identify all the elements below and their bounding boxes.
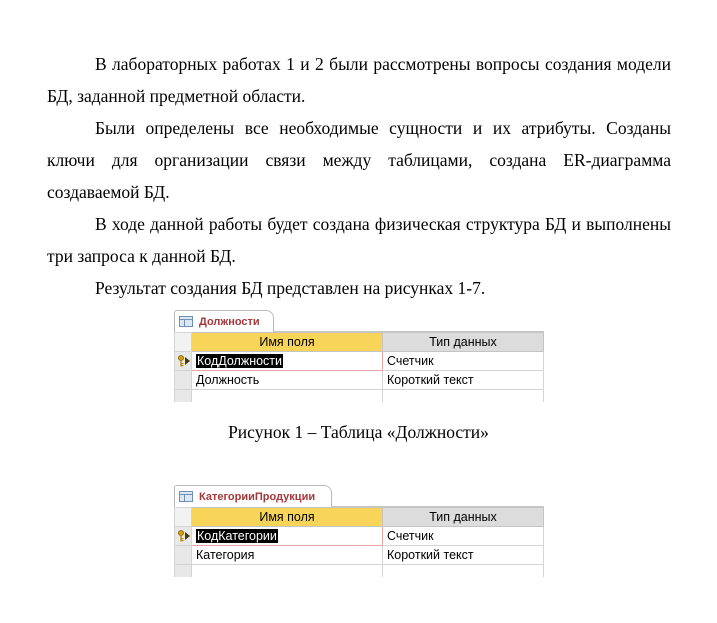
key-icon bbox=[177, 355, 185, 367]
current-row-arrow-icon bbox=[185, 532, 190, 540]
field-name-cell[interactable] bbox=[192, 390, 383, 402]
table-design-view-1 bbox=[174, 310, 544, 402]
table-icon bbox=[179, 491, 193, 502]
row-selector-primary-key[interactable] bbox=[175, 527, 192, 546]
paragraph-1: В лабораторных работах 1 и 2 были рассмотрены вопросы создания модели БД, заданной предметной области. bbox=[47, 54, 671, 106]
column-header-field-name[interactable]: Имя поля bbox=[192, 333, 383, 352]
row-selector[interactable] bbox=[175, 565, 192, 577]
key-icon bbox=[177, 530, 185, 542]
field-grid bbox=[174, 332, 544, 402]
row-selector[interactable] bbox=[175, 390, 192, 402]
field-name-cell[interactable]: Должность bbox=[192, 371, 383, 390]
field-name-cell[interactable]: Категория bbox=[192, 546, 383, 565]
tab-title: Должности bbox=[199, 315, 260, 328]
paragraph-3: В ходе данной работы будет создана физическая структура БД и выполнены три запроса к данной БД. bbox=[47, 214, 671, 266]
selected-field-name: КодДолжности bbox=[197, 354, 283, 368]
column-header-data-type[interactable]: Тип данных bbox=[383, 508, 544, 527]
paragraph-2: Были определены все необходимые сущности и их атрибуты. Созданы ключи для организации связи между таблицами, создана ER-диаграмма создаваемой БД. bbox=[47, 118, 671, 202]
data-type-cell[interactable] bbox=[383, 390, 544, 402]
header-row bbox=[175, 508, 544, 527]
figure-caption: Рисунок 1 – Таблица «Должности» bbox=[228, 422, 489, 442]
tab-title: КатегорииПродукции bbox=[199, 490, 316, 503]
header-row bbox=[175, 333, 544, 352]
table-design-view-2 bbox=[174, 485, 544, 577]
data-type-cell[interactable]: Счетчик bbox=[383, 352, 544, 371]
corner-cell[interactable] bbox=[175, 333, 192, 352]
table-row bbox=[175, 371, 544, 390]
field-name-cell[interactable] bbox=[192, 565, 383, 577]
paragraph-4: Результат создания БД представлен на рисунках 1-7. bbox=[95, 278, 486, 298]
corner-cell[interactable] bbox=[175, 508, 192, 527]
table-row bbox=[175, 527, 544, 546]
row-selector[interactable] bbox=[175, 371, 192, 390]
column-header-data-type[interactable]: Тип данных bbox=[383, 333, 544, 352]
current-row-arrow-icon bbox=[185, 357, 190, 365]
table-tab[interactable] bbox=[174, 485, 332, 507]
data-type-cell[interactable] bbox=[383, 565, 544, 577]
selected-field-name: КодКатегории bbox=[197, 529, 277, 543]
table-tab[interactable] bbox=[174, 310, 274, 332]
field-name-cell[interactable] bbox=[192, 352, 383, 371]
table-row bbox=[175, 352, 544, 371]
table-row-empty bbox=[175, 565, 544, 577]
data-type-cell[interactable]: Счетчик bbox=[383, 527, 544, 546]
table-icon bbox=[179, 316, 193, 327]
table-row-empty bbox=[175, 390, 544, 402]
data-type-cell[interactable]: Короткий текст bbox=[383, 371, 544, 390]
field-name-cell[interactable] bbox=[192, 527, 383, 546]
row-selector[interactable] bbox=[175, 546, 192, 565]
row-selector-primary-key[interactable] bbox=[175, 352, 192, 371]
field-grid bbox=[174, 507, 544, 577]
table-row bbox=[175, 546, 544, 565]
data-type-cell[interactable]: Короткий текст bbox=[383, 546, 544, 565]
column-header-field-name[interactable]: Имя поля bbox=[192, 508, 383, 527]
